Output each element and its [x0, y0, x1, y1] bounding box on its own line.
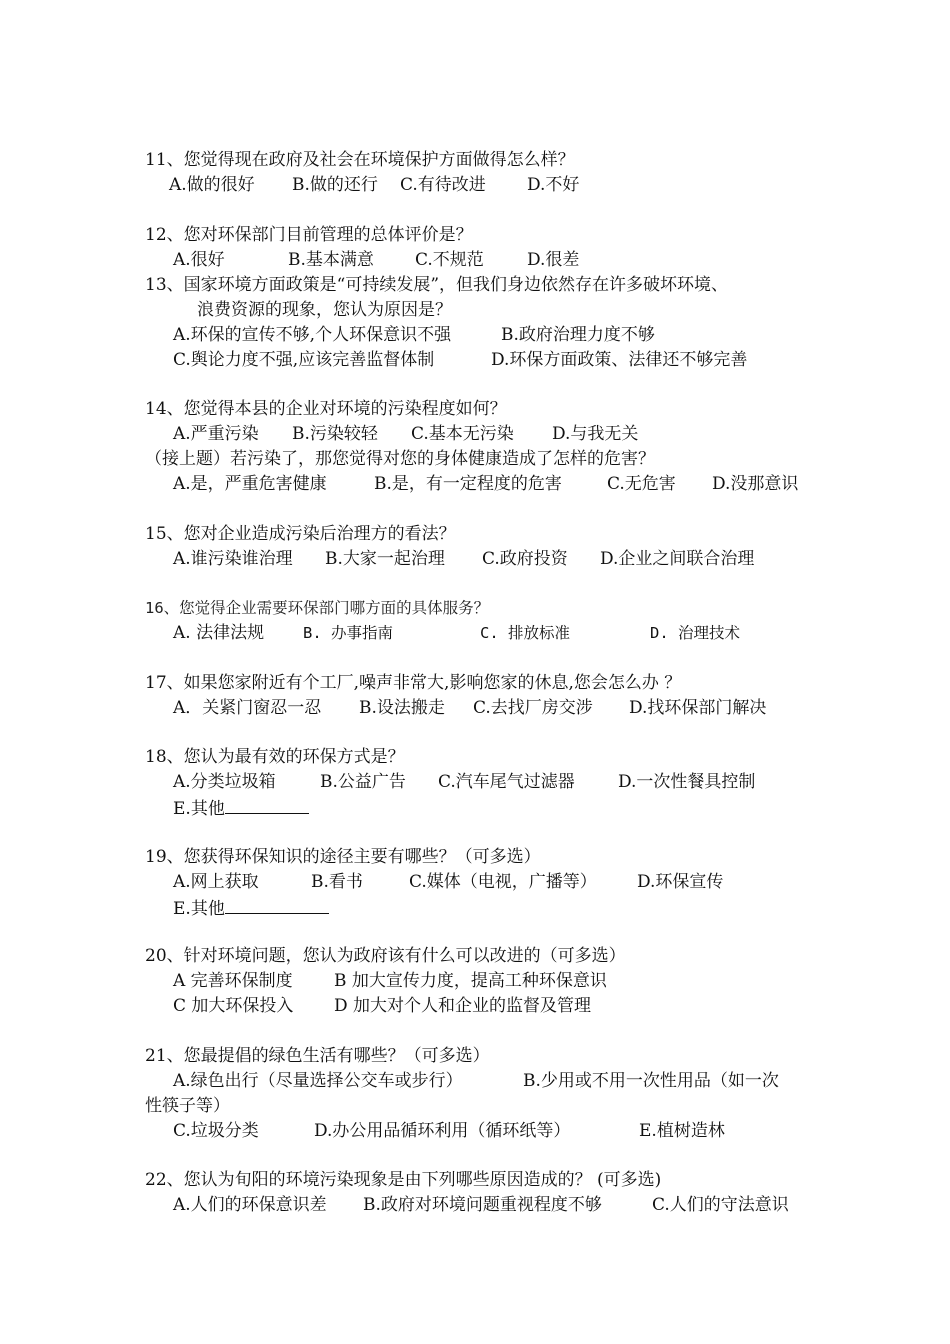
q11-option-b: B.做的还行 [292, 175, 378, 195]
q16-option-a: A. 法律法规 [173, 623, 265, 643]
q15-stem: 15、您对企业造成污染后治理方的看法？ [145, 523, 456, 544]
q16-stem: 16、您觉得企业需要环保部门哪方面的具体服务？ [145, 599, 490, 617]
questionnaire-page [145, 148, 825, 1218]
q21-option-d: D.办公用品循环利用（循环纸等） [314, 1120, 571, 1141]
q12-stem: 12、您对环保部门目前管理的总体评价是？ [145, 224, 473, 245]
q15-options [145, 547, 825, 572]
q13-option-c: C.舆论力度不强,应该完善监督体制 [173, 349, 435, 370]
q20-option-b: B 加大宣传力度，提高工种环保意识 [334, 971, 607, 991]
q15-option-d: D.企业之间联合治理 [600, 548, 755, 569]
q22-option-a: A.人们的环保意识差 [173, 1195, 327, 1215]
q15-option-c: C.政府投资 [482, 548, 568, 569]
q17-option-c: C.去找厂房交涉 [473, 697, 593, 718]
q14-followup-option-c: C.无危害 [607, 474, 676, 494]
q12-option-a: A.很好 [173, 249, 225, 270]
q22-option-c: C.人们的守法意识 [652, 1195, 789, 1215]
q16-option-b: B. 办事指南 [303, 624, 393, 642]
q14-followup-option-d: D.没那意识 [712, 474, 799, 494]
q17-option-a: A．关紧门窗忍一忍 [173, 697, 322, 718]
q20-option-d: D 加大对个人和企业的监督及管理 [334, 996, 592, 1016]
q14-followup-option-b: B.是，有一定程度的危害 [374, 474, 562, 494]
q20-option-a: A 完善环保制度 [173, 971, 293, 991]
q19-options [145, 870, 825, 895]
q18-option-e: E.其他 [173, 799, 225, 819]
q14-followup-options [145, 472, 825, 497]
q14-options [145, 422, 825, 447]
q16-options [145, 621, 825, 646]
q13-options-row2 [145, 348, 825, 373]
q14-option-d: D.与我无关 [552, 424, 639, 444]
q18-option-c: C.汽车尾气过滤器 [438, 772, 575, 792]
q20-option-c: C 加大环保投入 [173, 996, 294, 1016]
q19-other-row [145, 895, 825, 920]
q13-options-row1 [145, 323, 825, 348]
q20-options-row2 [145, 994, 825, 1019]
q21-option-c: C.垃圾分类 [173, 1120, 259, 1141]
q19-option-b: B.看书 [311, 871, 363, 892]
q18-options [145, 770, 825, 795]
q13-option-b: B.政府治理力度不够 [501, 324, 655, 345]
q17-option-d: D.找环保部门解决 [629, 697, 767, 718]
q12-options [145, 248, 825, 273]
q18-other-row [145, 795, 825, 820]
q13-option-d: D.环保方面政策、法律还不够完善 [491, 349, 748, 370]
q22-stem: 22、您认为旬阳的环境污染现象是由下列哪些原因造成的？ (可多选) [145, 1170, 662, 1190]
q18-other-blank[interactable] [225, 795, 309, 814]
q19-option-e: E.其他 [173, 898, 225, 919]
q14-stem: 14、您觉得本县的企业对环境的污染程度如何？ [145, 399, 507, 419]
q17-options [145, 696, 825, 721]
q21-option-a: A.绿色出行（尽量选择公交车或步行） [173, 1070, 463, 1091]
q21-options-row1 [145, 1069, 825, 1094]
q17-option-b: B.设法搬走 [359, 697, 445, 718]
q14-option-a: A.严重污染 [173, 424, 259, 444]
q19-option-d: D.环保宣传 [637, 871, 724, 892]
q21-option-e: E.植树造林 [639, 1120, 725, 1141]
q19-other-blank[interactable] [225, 895, 329, 914]
q11-options [145, 173, 825, 198]
q19-stem: 19、您获得环保知识的途径主要有哪些？（可多选） [145, 846, 541, 867]
q21-option-b: B.少用或不用一次性用品（如一次 [523, 1070, 779, 1091]
q18-option-a: A.分类垃圾箱 [173, 772, 276, 792]
q20-options-row1 [145, 969, 825, 994]
q18-option-d: D.一次性餐具控制 [618, 772, 756, 792]
q11-stem: 11、您觉得现在政府及社会在环境保护方面做得怎么样？ [145, 150, 575, 170]
q18-stem: 18、您认为最有效的环保方式是？ [145, 747, 405, 767]
q18-option-b: B.公益广告 [320, 772, 406, 792]
q17-stem: 17、如果您家附近有个工厂,噪声非常大,影响您家的休息,您会怎么办 ？ [145, 672, 682, 693]
q14-option-b: B.污染较轻 [292, 424, 378, 444]
q11-option-d: D.不好 [527, 175, 580, 195]
q12-option-c: C.不规范 [415, 249, 484, 270]
q22-option-b: B.政府对环境问题重视程度不够 [363, 1195, 602, 1215]
q15-option-b: B.大家一起治理 [325, 548, 445, 569]
q21-options-row2 [145, 1119, 825, 1144]
q11-option-c: C.有待改进 [400, 175, 486, 195]
q11-option-a: A.做的很好 [169, 175, 255, 195]
q13-stem-line1: 13、国家环境方面政策是“可持续发展”，但我们身边依然存在许多破坏环境、 [145, 274, 729, 295]
q19-option-c: C.媒体（电视，广播等） [409, 871, 597, 892]
q14-option-c: C.基本无污染 [411, 424, 514, 444]
q16-option-c: C. 排放标准 [480, 624, 570, 642]
q13-option-a: A.环保的宣传不够,个人环保意识不强 [173, 324, 452, 345]
q16-option-d: D. 治理技术 [650, 624, 740, 642]
q12-option-b: B.基本满意 [288, 249, 374, 270]
q22-options [145, 1193, 825, 1218]
q13-stem-line2: 浪费资源的现象，您认为原因是？ [197, 299, 452, 320]
q12-option-d: D.很差 [527, 249, 580, 270]
q15-option-a: A.谁污染谁治理 [173, 548, 293, 569]
q14-followup-option-a: A.是，严重危害健康 [173, 474, 327, 494]
q21-stem: 21、您最提倡的绿色生活有哪些？（可多选） [145, 1045, 490, 1066]
q14-followup-stem: （接上题）若污染了，那您觉得对您的身体健康造成了怎样的危害？ [145, 449, 655, 469]
q21-option-b-continued: 性筷子等） [145, 1095, 230, 1116]
q19-option-a: A.网上获取 [173, 871, 259, 892]
q20-stem: 20、针对环境问题，您认为政府该有什么可以改进的（可多选） [145, 946, 626, 966]
